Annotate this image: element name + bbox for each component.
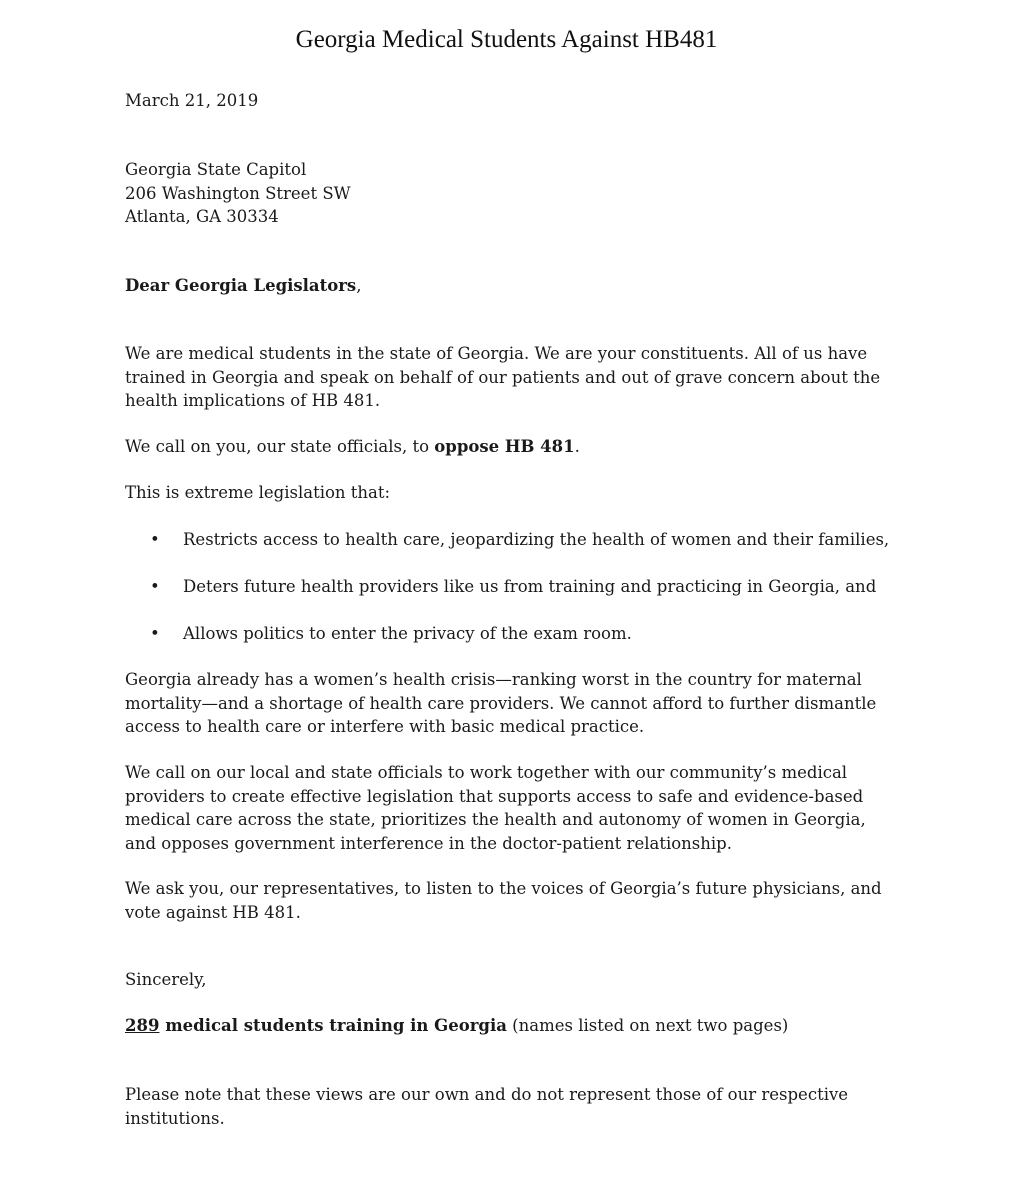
paragraph-line: trained in Georgia and speak on behalf of our patients and out of grave concern about the	[125, 367, 881, 387]
letter-date: March 21, 2019	[125, 91, 259, 110]
paragraph-call-to-oppose	[125, 435, 895, 459]
address-line-2: 206 Washington Street SW	[125, 183, 351, 203]
signature-note: (names listed on next two pages)	[506, 1016, 789, 1035]
call-suffix: .	[574, 437, 580, 456]
paragraph-line: access to health care or interfere with basic medical practice.	[125, 717, 645, 736]
paragraph-line: We are medical students in the state of Georgia. We are your constituents. All of us have	[125, 344, 868, 363]
paragraph-line: health implications of HB 481.	[125, 391, 381, 410]
paragraph-line: institutions.	[125, 1108, 225, 1128]
bullet-icon: •	[150, 530, 160, 549]
paragraph-line: Georgia already has a women’s health crisis—ranking worst in the country for maternal	[125, 670, 862, 689]
paragraph-line: providers to create effective legislation that supports access to safe and evidence-based	[125, 786, 864, 806]
paragraph-line: Please note that these views are our own and do not represent those of our respective	[125, 1085, 849, 1104]
address-line-1: Georgia State Capitol	[125, 160, 307, 179]
paragraph-line: We ask you, our representatives, to listen to the voices of Georgia’s future physicians, and	[125, 879, 882, 898]
signature-bold: medical students training in Georgia	[159, 1016, 507, 1035]
bullet-icon: •	[150, 577, 160, 596]
disclaimer	[125, 1083, 895, 1130]
paragraph-health-crisis	[125, 668, 895, 739]
paragraph-line: and opposes government interference in the doctor-patient relationship.	[125, 833, 732, 853]
salutation-tail: ,	[356, 276, 362, 295]
student-count: 289	[125, 1016, 160, 1035]
paragraph-intro	[125, 342, 895, 413]
call-prefix: We call on you, our state officials, to	[125, 437, 435, 456]
paragraph-line: mortality—and a shortage of health care providers. We cannot afford to further dismantle	[125, 693, 877, 713]
recipient-address	[125, 158, 895, 229]
document-title: Georgia Medical Students Against HB481	[295, 26, 718, 53]
paragraph-line: vote against HB 481.	[125, 902, 301, 922]
oppose-hb481-emphasis: oppose HB 481	[434, 437, 575, 456]
bullet-icon: •	[150, 624, 160, 643]
signature-line	[125, 1014, 895, 1038]
bullet-text: Allows politics to enter the privacy of the exam room.	[183, 624, 632, 643]
bullet-text: Deters future health providers like us from training and practicing in Georgia, and	[183, 577, 877, 596]
paragraph-line: We call on our local and state officials to work together with our community’s medical	[125, 763, 848, 782]
paragraph-line: medical care across the state, prioritizes the health and autonomy of women in Georgia,	[125, 810, 866, 829]
bullet-text: Restricts access to health care, jeopardizing the health of women and their families,	[183, 530, 890, 549]
salutation-bold: Dear Georgia Legislators	[125, 276, 357, 295]
address-line-3: Atlanta, GA 30334	[125, 207, 279, 226]
paragraph-extreme-legislation: This is extreme legislation that:	[125, 483, 391, 502]
closing: Sincerely,	[125, 970, 207, 989]
paragraph-ask-representatives	[125, 877, 895, 924]
salutation	[125, 274, 895, 298]
paragraph-work-together	[125, 761, 895, 855]
